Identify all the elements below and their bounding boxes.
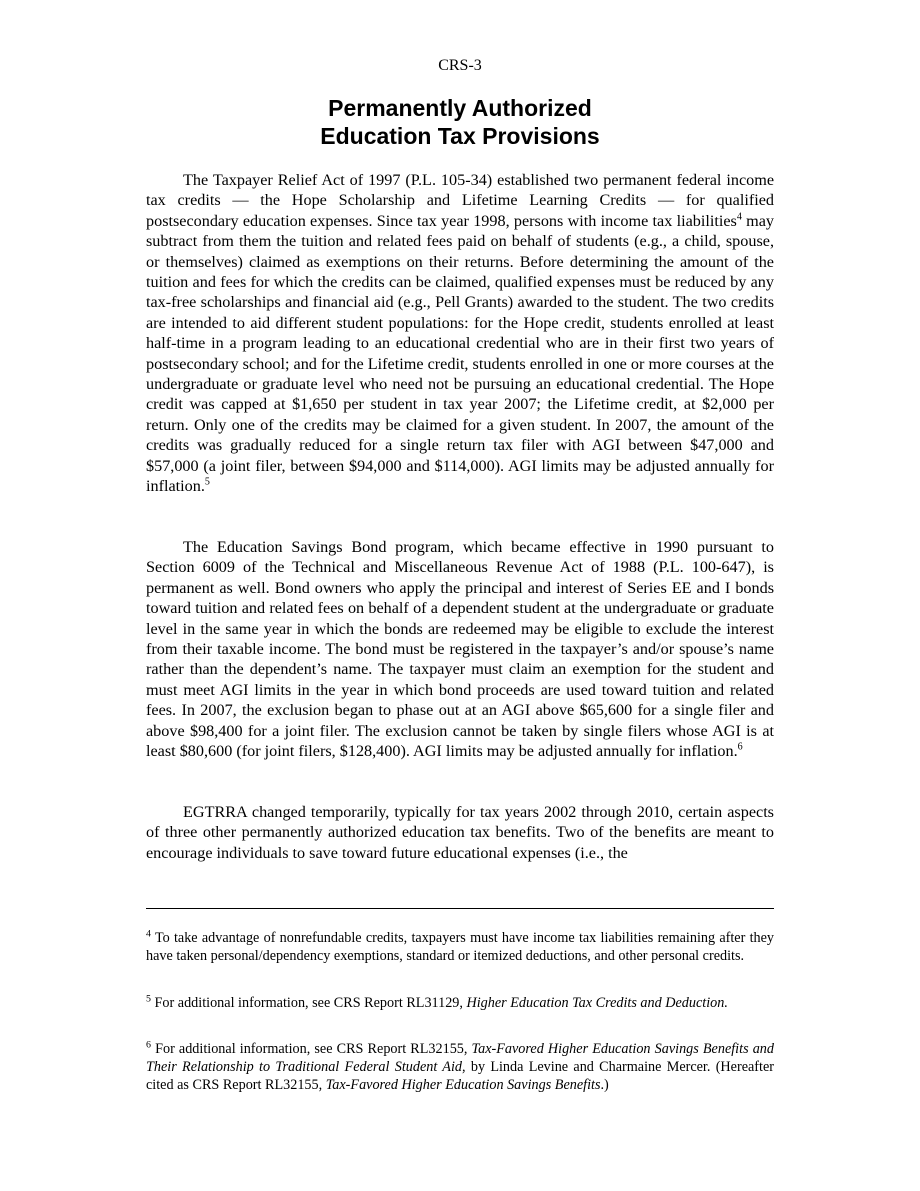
- section-title: [0, 94, 920, 150]
- footnote-6-text-a: For additional information, see CRS Report RL32155,: [150, 1041, 472, 1057]
- footnote-4-text: To take advantage of nonrefundable credits, taxpayers must have income tax liabilities remaining after they have taken personal/dependency exemptions, standard or itemized deductions, and other personal credits.: [146, 930, 774, 964]
- footnote-6: [146, 1040, 774, 1094]
- footnote-6-text-b: , by Linda Levine and Charmaine Mercer. (Hereafter cited as CRS Report RL32155,: [146, 1059, 774, 1093]
- footnote-ref-4[interactable]: 4: [736, 211, 742, 223]
- footnote-5: [146, 994, 774, 1012]
- footnote-6-text-c: .): [600, 1077, 609, 1093]
- paragraph-2-text-a: The Education Savings Bond program, which became effective in 1990 pursuant to Section 6009 of the Technical and Miscellaneous Revenue Act of 1988 (P.L. 100-647), is permanent as well. Bond owners who apply the principal and interest of Series EE and I bonds toward tuition and related fees on behalf of a dependent student at the undergraduate or graduate level in the same year in which the bonds are redeemed may be eligible to exclude the interest from their taxable income. The bond must be registered in the taxpayer’s and/or spouse’s name rather than the dependent’s name. The taxpayer must claim an exemption for the student and must meet AGI limits in the year in which bond proceeds are used toward tuition and related fees. In 2007, the exclusion began to phase out at an AGI above $65,600 for a single filer and above $98,400 for a joint filer. The exclusion cannot be taken by single filers whose AGI is at least $80,600 (for joint filers, $128,400). AGI limits may be adjusted annually for inflation.: [146, 538, 774, 761]
- footnote-4-marker: 4: [146, 928, 151, 940]
- section-title-line-1: Permanently Authorized: [328, 95, 592, 121]
- page-header: CRS-3: [438, 57, 482, 74]
- paragraph-1-text-b: may subtract from them the tuition and related fees paid on behalf of students (e.g., a child, spouse, or themselves) claimed as exemptions on their returns. Before determining the amount of the tuition and fees for which the credits can be claimed, qualified expenses must be reduced by any tax-free scholarships and financial aid (e.g., Pell Grants) awarded to the student. The two credits are intended to aid different student populations: for the Hope credit, students enrolled at least half-time in a program leading to an educational credential who are in their first two years of postsecondary school; and for the Lifetime credit, students enrolled in one or more courses at the undergraduate or graduate level who need not be pursuing an educational credential. The Hope credit was capped at $1,650 per student in tax year 2007; the Lifetime credit, at $2,000 per return. Only one of the credits may be claimed for a given student. In 2007, the amount of the credits was gradually reduced for a single return tax filer with AGI between $47,000 and $57,000 (a joint filer, between $94,000 and $114,000). AGI limits may be adjusted annually for inflation.: [146, 211, 774, 496]
- footnote-divider: [146, 908, 774, 909]
- footnote-6-report-title: Tax-Favored Higher Education Savings Benefits and Their Relationship to Traditional Federal Student Aid: [146, 1041, 774, 1075]
- footnote-4: [146, 929, 774, 965]
- footnote-5-text: For additional information, see CRS Report RL31129,: [150, 995, 467, 1011]
- footnote-5-marker: 5: [146, 993, 151, 1005]
- footnote-5-report-title: Higher Education Tax Credits and Deduction.: [466, 995, 728, 1011]
- footnote-6-short-title: Tax-Favored Higher Education Savings Benefits: [325, 1077, 601, 1093]
- section-title-line-2: Education Tax Provisions: [320, 123, 600, 149]
- footnote-ref-6[interactable]: 6: [737, 741, 743, 753]
- paragraph-2: [146, 537, 774, 761]
- paragraph-1: [146, 170, 774, 497]
- footnote-ref-5[interactable]: 5: [204, 476, 210, 488]
- paragraph-3: [146, 802, 774, 863]
- footnote-6-marker: 6: [146, 1039, 151, 1051]
- paragraph-1-text-a: The Taxpayer Relief Act of 1997 (P.L. 105-34) established two permanent federal income tax credits — the Hope Scholarship and Lifetime Learning Credits — for qualified postsecondary education expenses. Since tax year 1998, persons with income tax liabilities: [146, 171, 774, 230]
- paragraph-3-text: EGTRRA changed temporarily, typically for tax years 2002 through 2010, certain aspects of three other permanently authorized education tax benefits. Two of the benefits are meant to encourage individuals to save toward future educational expenses (i.e., the: [146, 803, 774, 862]
